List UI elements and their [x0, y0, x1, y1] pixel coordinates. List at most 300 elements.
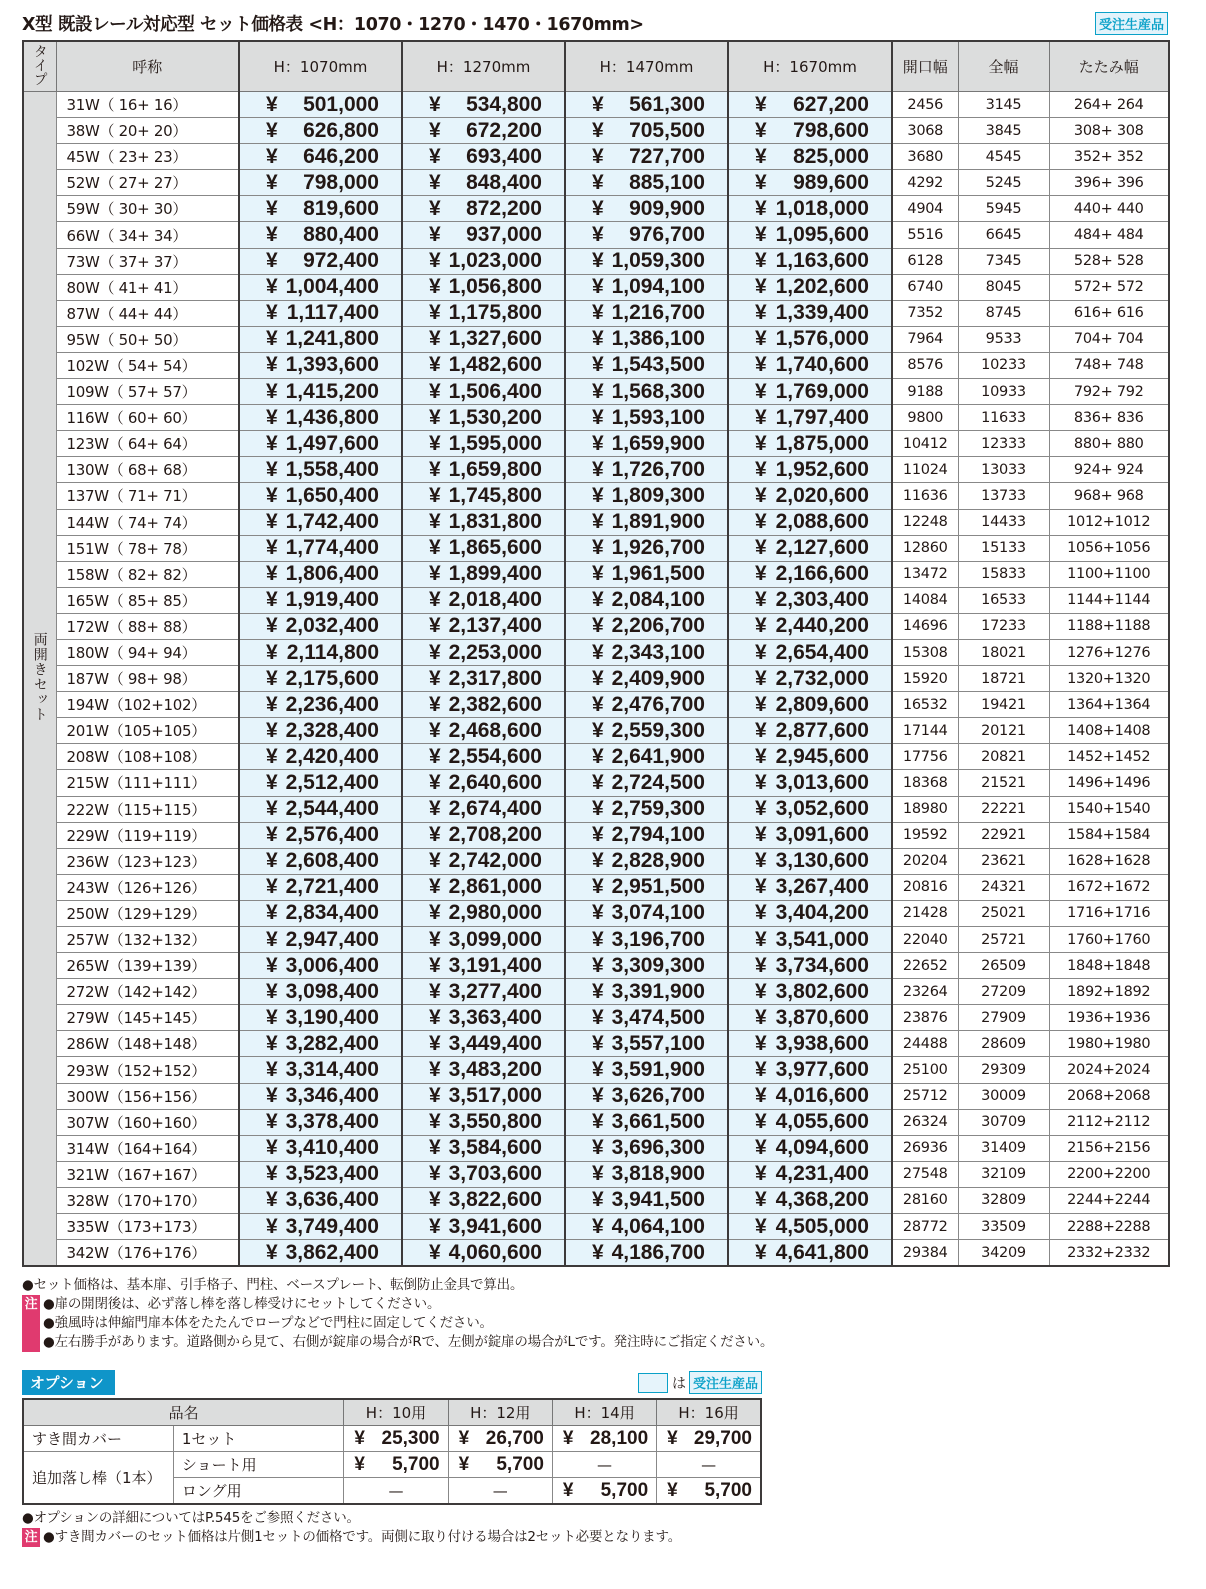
opening-width-cell: 28160	[892, 1187, 958, 1213]
price-cell: ¥ 1,595,000	[402, 431, 565, 457]
full-width-cell: 10233	[958, 352, 1049, 378]
table-row	[23, 613, 1169, 639]
folded-width-cell: 352+ 352	[1049, 144, 1169, 170]
price-cell: ¥ 1,339,400	[728, 300, 892, 326]
price-cell: ¥ 1,482,600	[402, 352, 565, 378]
price-cell: ¥ 3,378,400	[239, 1109, 402, 1135]
price-cell: ¥ 848,400	[402, 170, 565, 196]
price-cell: ¥ 2,127,600	[728, 535, 892, 561]
table-row	[23, 326, 1169, 352]
opt-row-gap-cover	[23, 1426, 761, 1452]
price-cell: ¥ 693,400	[402, 144, 565, 170]
price-cell: ¥ 1,202,600	[728, 274, 892, 300]
price-cell: ¥ 2,721,400	[239, 874, 402, 900]
price-cell: ¥ 1,831,800	[402, 509, 565, 535]
opening-width-cell: 15308	[892, 639, 958, 665]
folded-width-cell: 792+ 792	[1049, 379, 1169, 405]
price-cell: ¥ 3,584,600	[402, 1135, 565, 1161]
folded-width-cell: 880+ 880	[1049, 431, 1169, 457]
col-full-width: 全幅	[958, 41, 1049, 92]
price-cell: ¥ 1,506,400	[402, 379, 565, 405]
title-row	[22, 8, 1168, 38]
row-name: 38W（ 20+ 20）	[56, 118, 239, 144]
price-cell: ¥ 819,600	[239, 196, 402, 222]
table-header-row	[23, 41, 1169, 92]
price-cell: ¥ 2,253,000	[402, 639, 565, 665]
price-cell: ¥ 2,951,500	[565, 874, 728, 900]
price-cell: ¥ 3,483,200	[402, 1057, 565, 1083]
table-row	[23, 1187, 1169, 1213]
price-cell: ¥ 2,114,800	[239, 639, 402, 665]
price-cell: ¥ 2,382,600	[402, 692, 565, 718]
opening-width-cell: 19592	[892, 822, 958, 848]
price-cell: ¥ 3,363,400	[402, 1005, 565, 1031]
opt-drop-rod-name: 追加落し棒（1本）	[23, 1452, 173, 1505]
table-body	[23, 92, 1169, 1267]
price-cell: ¥ 3,098,400	[239, 979, 402, 1005]
price-cell: ¥ 1,436,800	[239, 405, 402, 431]
price-cell: ¥ 885,100	[565, 170, 728, 196]
full-width-cell: 32109	[958, 1161, 1049, 1187]
price-cell: ¥ 1,742,400	[239, 509, 402, 535]
table-row	[23, 222, 1169, 248]
price-cell: ¥ 2,420,400	[239, 744, 402, 770]
price-cell: ¥ 1,327,600	[402, 326, 565, 352]
row-name: 194W（102+102）	[56, 692, 239, 718]
row-name: 293W（152+152）	[56, 1057, 239, 1083]
opt-short-label: ショート用	[173, 1452, 343, 1478]
price-cell: ¥ 1,809,300	[565, 483, 728, 509]
folded-width-cell: 2156+2156	[1049, 1135, 1169, 1161]
price-cell: ¥ 2,654,400	[728, 639, 892, 665]
opening-width-cell: 3680	[892, 144, 958, 170]
table-row	[23, 1161, 1169, 1187]
price-cell: ¥ 3,013,600	[728, 770, 892, 796]
price-cell: ¥ 1,926,700	[565, 535, 728, 561]
price-cell: ¥ 3,309,300	[565, 953, 728, 979]
full-width-cell: 8045	[958, 274, 1049, 300]
folded-width-cell: 2244+2244	[1049, 1187, 1169, 1213]
price-cell: ¥ 2,861,000	[402, 874, 565, 900]
full-width-cell: 30009	[958, 1083, 1049, 1109]
price-cell: ¥ 561,300	[565, 92, 728, 118]
price-cell: ¥ 3,862,400	[239, 1240, 402, 1267]
row-name: 52W（ 27+ 27）	[56, 170, 239, 196]
folded-width-cell: 1672+1672	[1049, 874, 1169, 900]
table-row	[23, 848, 1169, 874]
opening-width-cell: 22652	[892, 953, 958, 979]
price-cell: ¥ 2,708,200	[402, 822, 565, 848]
table-row	[23, 770, 1169, 796]
price-cell: ¥ 1,004,400	[239, 274, 402, 300]
full-width-cell: 31409	[958, 1135, 1049, 1161]
price-cell: ¥ 2,980,000	[402, 900, 565, 926]
price-cell: ¥ 1,576,000	[728, 326, 892, 352]
option-note-caution: 注 ●すき間カバーのセット価格は片側1セットの価格です。両側に取り付ける場合は2セット必要となります。	[22, 1528, 681, 1547]
table-row	[23, 1214, 1169, 1240]
row-name: 123W（ 64+ 64）	[56, 431, 239, 457]
full-width-cell: 20121	[958, 718, 1049, 744]
full-width-cell: 21521	[958, 770, 1049, 796]
full-width-cell: 19421	[958, 692, 1049, 718]
full-width-cell: 5245	[958, 170, 1049, 196]
price-cell: ¥ 1,163,600	[728, 248, 892, 274]
full-width-cell: 8745	[958, 300, 1049, 326]
table-row	[23, 144, 1169, 170]
opening-width-cell: 9188	[892, 379, 958, 405]
row-name: 116W（ 60+ 60）	[56, 405, 239, 431]
price-cell: ¥ 3,818,900	[565, 1161, 728, 1187]
opening-width-cell: 18980	[892, 796, 958, 822]
folded-width-cell: 1012+1012	[1049, 509, 1169, 535]
price-cell: ¥ 3,074,100	[565, 900, 728, 926]
full-width-cell: 13033	[958, 457, 1049, 483]
opt-col-h16: H：16用	[657, 1399, 761, 1426]
table-row	[23, 248, 1169, 274]
opening-width-cell: 14696	[892, 613, 958, 639]
table-row	[23, 535, 1169, 561]
folded-width-cell: 2332+2332	[1049, 1240, 1169, 1267]
row-name: 172W（ 88+ 88）	[56, 613, 239, 639]
folded-width-cell: 2024+2024	[1049, 1057, 1169, 1083]
caution-mark: 注	[22, 1295, 40, 1352]
full-width-cell: 20821	[958, 744, 1049, 770]
folded-width-cell: 484+ 484	[1049, 222, 1169, 248]
opening-width-cell: 17756	[892, 744, 958, 770]
price-cell: ¥ 3,734,600	[728, 953, 892, 979]
price-cell: ¥ 2,794,100	[565, 822, 728, 848]
price-cell: ¥ 3,636,400	[239, 1187, 402, 1213]
row-name: 265W（139+139）	[56, 953, 239, 979]
option-notes	[22, 1509, 681, 1547]
price-cell: ¥ 1,094,100	[565, 274, 728, 300]
folded-width-cell: 1408+1408	[1049, 718, 1169, 744]
legend	[638, 1371, 762, 1394]
full-width-cell: 18021	[958, 639, 1049, 665]
table-row	[23, 666, 1169, 692]
price-cell: ¥ 3,870,600	[728, 1005, 892, 1031]
row-name: 222W（115+115）	[56, 796, 239, 822]
price-cell: ¥ 2,206,700	[565, 613, 728, 639]
price-cell: ¥ 2,303,400	[728, 587, 892, 613]
price-cell: ¥ 825,000	[728, 144, 892, 170]
price-cell: ¥ 1,558,400	[239, 457, 402, 483]
price-cell: ¥ 3,696,300	[565, 1135, 728, 1161]
price-cell: ¥ 3,282,400	[239, 1031, 402, 1057]
made-to-order-badge: 受注生産品	[1095, 12, 1168, 35]
col-name: 呼称	[56, 41, 239, 92]
price-cell: ¥ 4,060,600	[402, 1240, 565, 1267]
price-cell: ¥ 3,550,800	[402, 1109, 565, 1135]
folded-width-cell: 968+ 968	[1049, 483, 1169, 509]
row-name: 95W（ 50+ 50）	[56, 326, 239, 352]
price-cell: ¥ 3,517,000	[402, 1083, 565, 1109]
opening-width-cell: 17144	[892, 718, 958, 744]
folded-width-cell: 1276+1276	[1049, 639, 1169, 665]
price-cell: ¥ 1,216,700	[565, 300, 728, 326]
price-cell: ¥ 2,945,600	[728, 744, 892, 770]
price-cell: ¥ 1,023,000	[402, 248, 565, 274]
row-name: 335W（173+173）	[56, 1214, 239, 1240]
option-note: ●オプションの詳細についてはP.545をご参照ください。	[22, 1510, 360, 1526]
price-cell: ¥ 2,759,300	[565, 796, 728, 822]
opening-width-cell: 6740	[892, 274, 958, 300]
full-width-cell: 5945	[958, 196, 1049, 222]
price-cell: ¥ 1,095,600	[728, 222, 892, 248]
opt-price: ¥ 5,700	[552, 1478, 656, 1505]
folded-width-cell: 1056+1056	[1049, 535, 1169, 561]
price-cell: ¥ 3,404,200	[728, 900, 892, 926]
col-opening-width: 開口幅	[892, 41, 958, 92]
table-row	[23, 927, 1169, 953]
full-width-cell: 22221	[958, 796, 1049, 822]
row-name: 137W（ 71+ 71）	[56, 483, 239, 509]
row-name: 102W（ 54+ 54）	[56, 352, 239, 378]
opt-price: ¥ 5,700	[657, 1478, 761, 1505]
row-name: 144W（ 74+ 74）	[56, 509, 239, 535]
opening-width-cell: 6128	[892, 248, 958, 274]
price-cell: ¥ 2,640,600	[402, 770, 565, 796]
price-cell: ¥ 989,600	[728, 170, 892, 196]
folded-width-cell: 1892+1892	[1049, 979, 1169, 1005]
price-cell: ¥ 1,117,400	[239, 300, 402, 326]
price-cell: ¥ 3,802,600	[728, 979, 892, 1005]
table-row	[23, 692, 1169, 718]
price-cell: ¥ 976,700	[565, 222, 728, 248]
price-cell: ¥ 3,006,400	[239, 953, 402, 979]
price-cell: ¥ 2,088,600	[728, 509, 892, 535]
table-row	[23, 457, 1169, 483]
table-row	[23, 744, 1169, 770]
full-width-cell: 15133	[958, 535, 1049, 561]
row-name: 180W（ 94+ 94）	[56, 639, 239, 665]
price-cell: ¥ 2,732,000	[728, 666, 892, 692]
folded-width-cell: 1716+1716	[1049, 900, 1169, 926]
opening-width-cell: 4904	[892, 196, 958, 222]
row-name: 321W（167+167）	[56, 1161, 239, 1187]
folded-width-cell: 1936+1936	[1049, 1005, 1169, 1031]
full-width-cell: 12333	[958, 431, 1049, 457]
full-width-cell: 7345	[958, 248, 1049, 274]
price-cell: ¥ 3,410,400	[239, 1135, 402, 1161]
full-width-cell: 24321	[958, 874, 1049, 900]
row-name: 342W（176+176）	[56, 1240, 239, 1267]
table-row	[23, 274, 1169, 300]
table-row	[23, 118, 1169, 144]
folded-width-cell: 1760+1760	[1049, 927, 1169, 953]
caution-line: ●扉の開閉後は、必ず落し棒を落し棒受けにセットしてください。	[43, 1296, 441, 1312]
full-width-cell: 30709	[958, 1109, 1049, 1135]
row-name: 208W（108+108）	[56, 744, 239, 770]
price-cell: ¥ 4,094,600	[728, 1135, 892, 1161]
price-cell: ¥ 4,641,800	[728, 1240, 892, 1267]
price-cell: ¥ 1,593,100	[565, 405, 728, 431]
full-width-cell: 26509	[958, 953, 1049, 979]
opt-dash: —	[552, 1452, 656, 1478]
price-cell: ¥ 2,328,400	[239, 718, 402, 744]
row-name: 158W（ 82+ 82）	[56, 561, 239, 587]
price-cell: ¥ 1,530,200	[402, 405, 565, 431]
row-name: 314W（164+164）	[56, 1135, 239, 1161]
price-cell: ¥ 3,196,700	[565, 927, 728, 953]
price-cell: ¥ 3,314,400	[239, 1057, 402, 1083]
row-name: 130W（ 68+ 68）	[56, 457, 239, 483]
price-cell: ¥ 3,052,600	[728, 796, 892, 822]
price-cell: ¥ 3,523,400	[239, 1161, 402, 1187]
price-cell: ¥ 2,559,300	[565, 718, 728, 744]
opt-price: ¥ 29,700	[657, 1426, 761, 1452]
page-title: X型 既設レール対応型 セット価格表 <H：1070・1270・1470・1670mm>	[22, 15, 644, 35]
options-label: オプション	[22, 1370, 115, 1395]
opening-width-cell: 5516	[892, 222, 958, 248]
opening-width-cell: 11636	[892, 483, 958, 509]
price-cell: ¥ 1,056,800	[402, 274, 565, 300]
price-cell: ¥ 1,952,600	[728, 457, 892, 483]
table-row	[23, 170, 1169, 196]
price-cell: ¥ 646,200	[239, 144, 402, 170]
table-row	[23, 1135, 1169, 1161]
opening-width-cell: 9800	[892, 405, 958, 431]
price-cell: ¥ 1,386,100	[565, 326, 728, 352]
full-width-cell: 22921	[958, 822, 1049, 848]
table-row	[23, 379, 1169, 405]
folded-width-cell: 1320+1320	[1049, 666, 1169, 692]
price-cell: ¥ 1,919,400	[239, 587, 402, 613]
price-cell: ¥ 2,809,600	[728, 692, 892, 718]
full-width-cell: 27909	[958, 1005, 1049, 1031]
price-cell: ¥ 2,236,400	[239, 692, 402, 718]
full-width-cell: 4545	[958, 144, 1049, 170]
row-name: 187W（ 98+ 98）	[56, 666, 239, 692]
price-cell: ¥ 937,000	[402, 222, 565, 248]
price-cell: ¥ 1,497,600	[239, 431, 402, 457]
opt-dash: —	[657, 1452, 761, 1478]
folded-width-cell: 1584+1584	[1049, 822, 1169, 848]
price-cell: ¥ 1,650,400	[239, 483, 402, 509]
col-folded-width: たたみ幅	[1049, 41, 1169, 92]
opening-width-cell: 22040	[892, 927, 958, 953]
opening-width-cell: 2456	[892, 92, 958, 118]
price-cell: ¥ 2,947,400	[239, 927, 402, 953]
price-cell: ¥ 3,938,600	[728, 1031, 892, 1057]
row-name: 151W（ 78+ 78）	[56, 535, 239, 561]
folded-width-cell: 1188+1188	[1049, 613, 1169, 639]
opening-width-cell: 13472	[892, 561, 958, 587]
folded-width-cell: 616+ 616	[1049, 300, 1169, 326]
price-cell: ¥ 3,449,400	[402, 1031, 565, 1057]
full-width-cell: 9533	[958, 326, 1049, 352]
opt-price: ¥ 28,100	[552, 1426, 656, 1452]
price-cell: ¥ 3,391,900	[565, 979, 728, 1005]
opt-dash: —	[344, 1478, 448, 1505]
price-cell: ¥ 2,468,600	[402, 718, 565, 744]
table-row	[23, 431, 1169, 457]
opening-width-cell: 29384	[892, 1240, 958, 1267]
row-name: 243W（126+126）	[56, 874, 239, 900]
price-cell: ¥ 3,277,400	[402, 979, 565, 1005]
folded-width-cell: 2200+2200	[1049, 1161, 1169, 1187]
table-row	[23, 796, 1169, 822]
row-name: 59W（ 30+ 30）	[56, 196, 239, 222]
col-h1670: H：1670mm	[728, 41, 892, 92]
opening-width-cell: 26936	[892, 1135, 958, 1161]
opt-gap-cover-unit: 1セット	[173, 1426, 343, 1452]
table-row	[23, 900, 1169, 926]
price-cell: ¥ 2,828,900	[565, 848, 728, 874]
opening-width-cell: 14084	[892, 587, 958, 613]
opening-width-cell: 25712	[892, 1083, 958, 1109]
full-width-cell: 11633	[958, 405, 1049, 431]
opening-width-cell: 3068	[892, 118, 958, 144]
row-name: 165W（ 85+ 85）	[56, 587, 239, 613]
folded-width-cell: 264+ 264	[1049, 92, 1169, 118]
caution-block	[22, 1295, 773, 1352]
full-width-cell: 25721	[958, 927, 1049, 953]
price-cell: ¥ 2,409,900	[565, 666, 728, 692]
price-cell: ¥ 1,745,800	[402, 483, 565, 509]
price-cell: ¥ 3,346,400	[239, 1083, 402, 1109]
row-name: 286W（148+148）	[56, 1031, 239, 1057]
price-cell: ¥ 3,661,500	[565, 1109, 728, 1135]
price-cell: ¥ 880,400	[239, 222, 402, 248]
folded-width-cell: 1364+1364	[1049, 692, 1169, 718]
row-name: 45W（ 23+ 23）	[56, 144, 239, 170]
price-cell: ¥ 3,099,000	[402, 927, 565, 953]
price-cell: ¥ 1,393,600	[239, 352, 402, 378]
opt-long-label: ロング用	[173, 1478, 343, 1505]
folded-width-cell: 1452+1452	[1049, 744, 1169, 770]
price-cell: ¥ 3,557,100	[565, 1031, 728, 1057]
price-cell: ¥ 2,877,600	[728, 718, 892, 744]
opening-width-cell: 7352	[892, 300, 958, 326]
opt-col-item: 品名	[23, 1399, 344, 1426]
opt-col-h10: H：10用	[344, 1399, 448, 1426]
opt-col-h12: H：12用	[448, 1399, 552, 1426]
price-cell: ¥ 3,541,000	[728, 927, 892, 953]
table-row	[23, 1083, 1169, 1109]
price-cell: ¥ 4,064,100	[565, 1214, 728, 1240]
folded-width-cell: 2288+2288	[1049, 1214, 1169, 1240]
price-cell: ¥ 2,576,400	[239, 822, 402, 848]
opening-width-cell: 26324	[892, 1109, 958, 1135]
table-row	[23, 561, 1169, 587]
full-width-cell: 27209	[958, 979, 1049, 1005]
price-cell: ¥ 2,317,800	[402, 666, 565, 692]
row-name: 279W（145+145）	[56, 1005, 239, 1031]
options-table	[22, 1398, 762, 1505]
price-cell: ¥ 2,674,400	[402, 796, 565, 822]
full-width-cell: 33509	[958, 1214, 1049, 1240]
opening-width-cell: 23264	[892, 979, 958, 1005]
price-cell: ¥ 727,700	[565, 144, 728, 170]
table-row	[23, 92, 1169, 118]
price-cell: ¥ 2,137,400	[402, 613, 565, 639]
opening-width-cell: 12860	[892, 535, 958, 561]
opening-width-cell: 23876	[892, 1005, 958, 1031]
opening-width-cell: 4292	[892, 170, 958, 196]
row-name: 201W（105+105）	[56, 718, 239, 744]
opening-width-cell: 25100	[892, 1057, 958, 1083]
row-name: 31W（ 16+ 16）	[56, 92, 239, 118]
price-cell: ¥ 2,554,600	[402, 744, 565, 770]
full-width-cell: 34209	[958, 1240, 1049, 1267]
price-cell: ¥ 2,834,400	[239, 900, 402, 926]
table-row	[23, 1240, 1169, 1267]
row-name: 73W（ 37+ 37）	[56, 248, 239, 274]
price-cell: ¥ 3,977,600	[728, 1057, 892, 1083]
table-row	[23, 1109, 1169, 1135]
folded-width-cell: 308+ 308	[1049, 118, 1169, 144]
